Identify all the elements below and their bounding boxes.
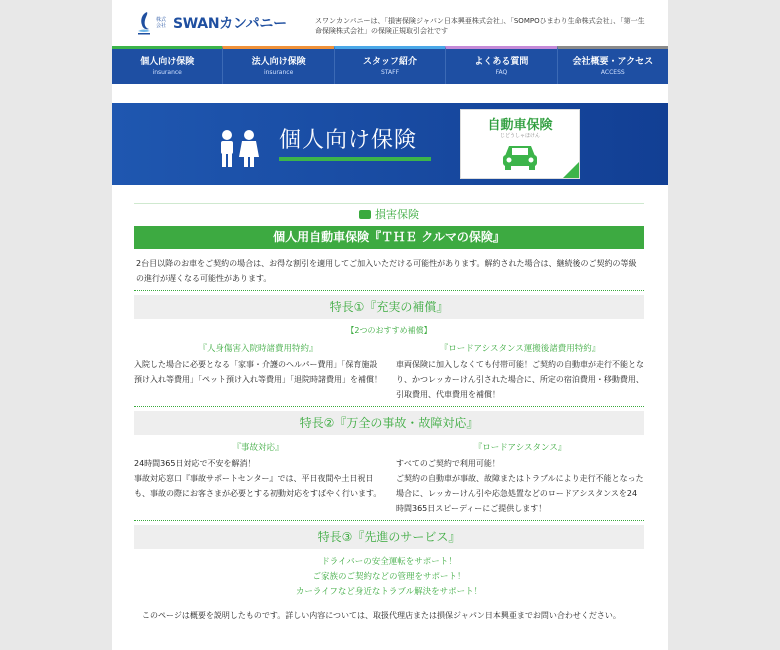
auto-insurance-card[interactable] bbox=[460, 109, 580, 179]
category-label: 損害保険 bbox=[375, 208, 419, 221]
camera-icon bbox=[359, 210, 371, 219]
site-header bbox=[112, 0, 668, 46]
feature1-recommend: 【2つのおすすめ補償】 bbox=[346, 326, 432, 335]
feature3-heading: 特長③『先進のサービス』 bbox=[134, 525, 644, 549]
divider bbox=[134, 290, 644, 291]
hero-underline bbox=[279, 157, 431, 161]
col-body: 車両保険に加入しなくても付帯可能！ご契約の自動車が走行不能となり、かつレッカーけん引された場合に、所定の宿泊費用・移動費用、引取費用、代車費用を補償！ bbox=[396, 360, 644, 399]
nav-label: よくある質問 bbox=[474, 57, 529, 67]
nav-label: 個人向け保険 bbox=[140, 57, 195, 67]
logo-name: SWANカンパニー bbox=[173, 16, 287, 32]
feature1-columns bbox=[134, 342, 644, 402]
feature2-right bbox=[396, 441, 644, 516]
col-title: 『ロードアシスタンス』 bbox=[473, 443, 567, 453]
nav-sub: ACCESS bbox=[600, 69, 625, 76]
nav-sub: STAFF bbox=[381, 69, 400, 76]
nav-item-corporate-insurance[interactable] bbox=[222, 46, 333, 84]
card-corner-triangle bbox=[563, 162, 579, 178]
swan-logo-icon bbox=[136, 10, 152, 36]
people-icon bbox=[216, 129, 262, 169]
site-logo[interactable] bbox=[136, 10, 287, 36]
feature3-lines bbox=[134, 555, 644, 600]
nav-label: スタッフ紹介 bbox=[363, 57, 418, 67]
intro-text: 2台目以降のお車をご契約の場合は、お得な割引を適用してご加入いただける可能性があります。解約された場合は、継続後のご契約の等級の進行が遅くなる可能性があります。 bbox=[136, 259, 637, 283]
page-container bbox=[112, 0, 668, 650]
divider bbox=[134, 406, 644, 407]
card-title: 自動車保険 bbox=[487, 118, 553, 133]
car-icon bbox=[501, 142, 539, 172]
category-heading bbox=[134, 203, 644, 226]
nav-item-access[interactable] bbox=[557, 46, 668, 84]
nav-sub: FAQ bbox=[495, 69, 508, 76]
col-body: すべてのご契約で利用可能！ ご契約の自動車が事故、故障またはトラブルにより走行不能となった場合に、レッカーけん引や応急処置などのロードアシスタンスを24時間365日スピーディーにご提供します！ bbox=[396, 459, 644, 513]
feature2-heading: 特長②『万全の事故・故障対応』 bbox=[134, 411, 644, 435]
divider bbox=[134, 520, 644, 521]
col-body: 24時間365日対応で不安を解消！ 事故対応窓口『事故サポートセンター』では、平日夜間や土日祝日も、事故の際にお客さまが必要とする初動対応をすばやく行います。 bbox=[134, 459, 382, 498]
col-title: 『ロードアシスタンス運搬後諸費用特約』 bbox=[439, 344, 601, 354]
nav-item-personal-insurance[interactable] bbox=[112, 46, 222, 84]
footer-note: このページは概要を説明したものです。詳しい内容については、取扱代理店または損保ジャパン日本興亜までお問い合わせください。 bbox=[142, 611, 621, 620]
hero-title: 個人向け保険 bbox=[279, 128, 418, 153]
feature3-line: ご家族のご契約などの管理をサポート！ bbox=[312, 572, 466, 582]
col-title: 『事故対応』 bbox=[232, 443, 284, 453]
nav-sub: insurance bbox=[152, 69, 182, 76]
nav-item-staff[interactable] bbox=[334, 46, 445, 84]
col-title: 『人身傷害入院時諸費用特約』 bbox=[198, 344, 318, 354]
col-body: 入院した場合に必要となる「家事・介護のヘルパー費用」「保育施設預け入れ等費用」「ペット預け入れ等費用」「退院時諸費用」を補償！ bbox=[134, 360, 382, 384]
global-nav bbox=[112, 46, 668, 84]
feature3-line: ドライバーの安全運転をサポート！ bbox=[321, 557, 457, 567]
nav-sub: insurance bbox=[263, 69, 294, 76]
feature1-left bbox=[134, 342, 382, 402]
card-subtitle: じどうしゃほけん bbox=[499, 133, 540, 139]
header-description: スワンカンパニーは、「損害保険ジャパン日本興亜株式会社」、「SOMPOひまわり生命株式会社」、「第一生命保険株式会社」の保険正規取引会社です bbox=[315, 17, 645, 35]
feature2-columns bbox=[134, 441, 644, 516]
feature1-right bbox=[396, 342, 644, 402]
main-content bbox=[134, 203, 644, 621]
feature1-heading: 特長①『充実の補償』 bbox=[134, 295, 644, 319]
feature3-line: カーライフなど身近なトラブル解決をサポート！ bbox=[295, 587, 483, 597]
hero-banner bbox=[112, 103, 668, 185]
logo-company-type: 株式会社 bbox=[156, 17, 167, 29]
nav-item-faq[interactable] bbox=[445, 46, 556, 84]
product-title: 個人用自動車保険『ＴＨＥ クルマの保険』 bbox=[134, 226, 644, 249]
nav-label: 会社概要・アクセス bbox=[572, 57, 654, 67]
nav-label: 法人向け保険 bbox=[251, 57, 306, 67]
feature2-left bbox=[134, 441, 382, 516]
